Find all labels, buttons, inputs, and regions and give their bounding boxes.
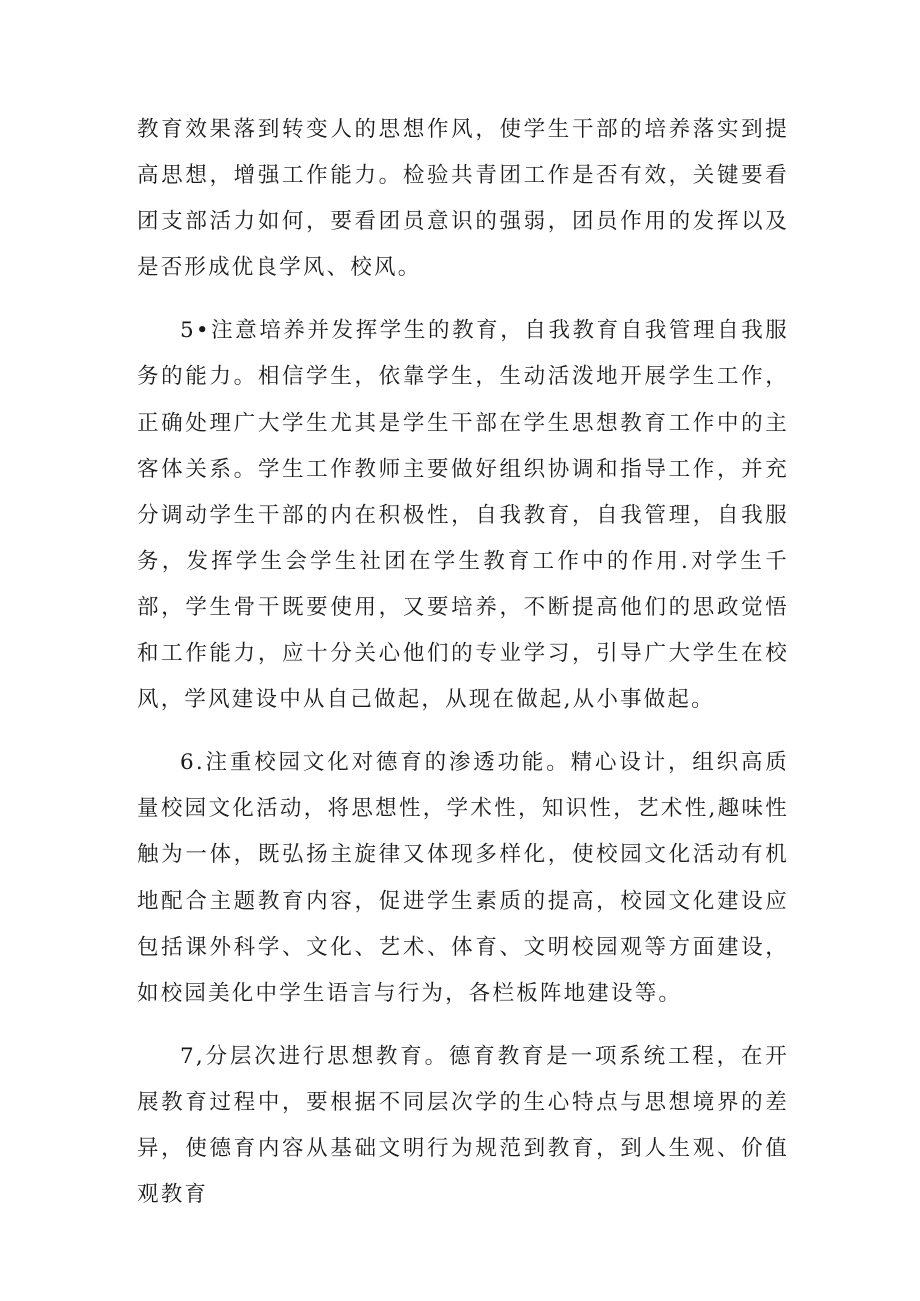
paragraph-item-5: 5•注意培养并发挥学生的教育，自我教育自我管理自我服务的能力。相信学生，依靠学生，生动活泼地开展学生工作，正确处理广大学生尤其是学生干部在学生思想教育工作中的主客体关系。学生工作教师主要做好组织协调和指导工作，并充分调动学生干部的内在积极性，自我教育，自我管理，自我服务，发挥学生会学生社团在学生教育工作中的作用.对学生千部，学生骨干既要使用，又要培养，不断提高他们的思政觉悟和工作能力，应十分关心他们的专业学习，引导广大学生在校风，学风建设中从自己做起，从现在做起,从小事做起。 bbox=[137, 318, 789, 713]
document-body bbox=[137, 107, 789, 1218]
paragraph-item-6: 6.注重校园文化对德育的渗透功能。精心设计，组织高质量校园文化活动，将思想性，学术性，知识性，艺术性,趣味性触为一体，既弘扬主旋律又体现多样化，使校园文化活动有机地配合主题教育内容，促进学生素质的提高，校园文化建设应包括课外科学、文化、艺术、体育、文明校园观等方面建设，如校园美化中学生语言与行为，各栏板阵地建设等。 bbox=[137, 750, 789, 1006]
paragraph-item-7: 7,分层次进行思想教育。德育教育是一项系统工程，在开展教育过程中，要根据不同层次学的生心特点与思想境界的差异，使德育内容从基础文明行为规范到教育，到人生观、价值观教育 bbox=[137, 1043, 789, 1208]
paragraph-continuation: 教育效果落到转变人的思想作风，使学生干部的培养落实到提高思想，增强工作能力。检验共青团工作是否有效，关键要看团支部活力如何，要看团员意识的强弱，团员作用的发挥以及是否形成优良学风、校风。 bbox=[137, 117, 789, 281]
